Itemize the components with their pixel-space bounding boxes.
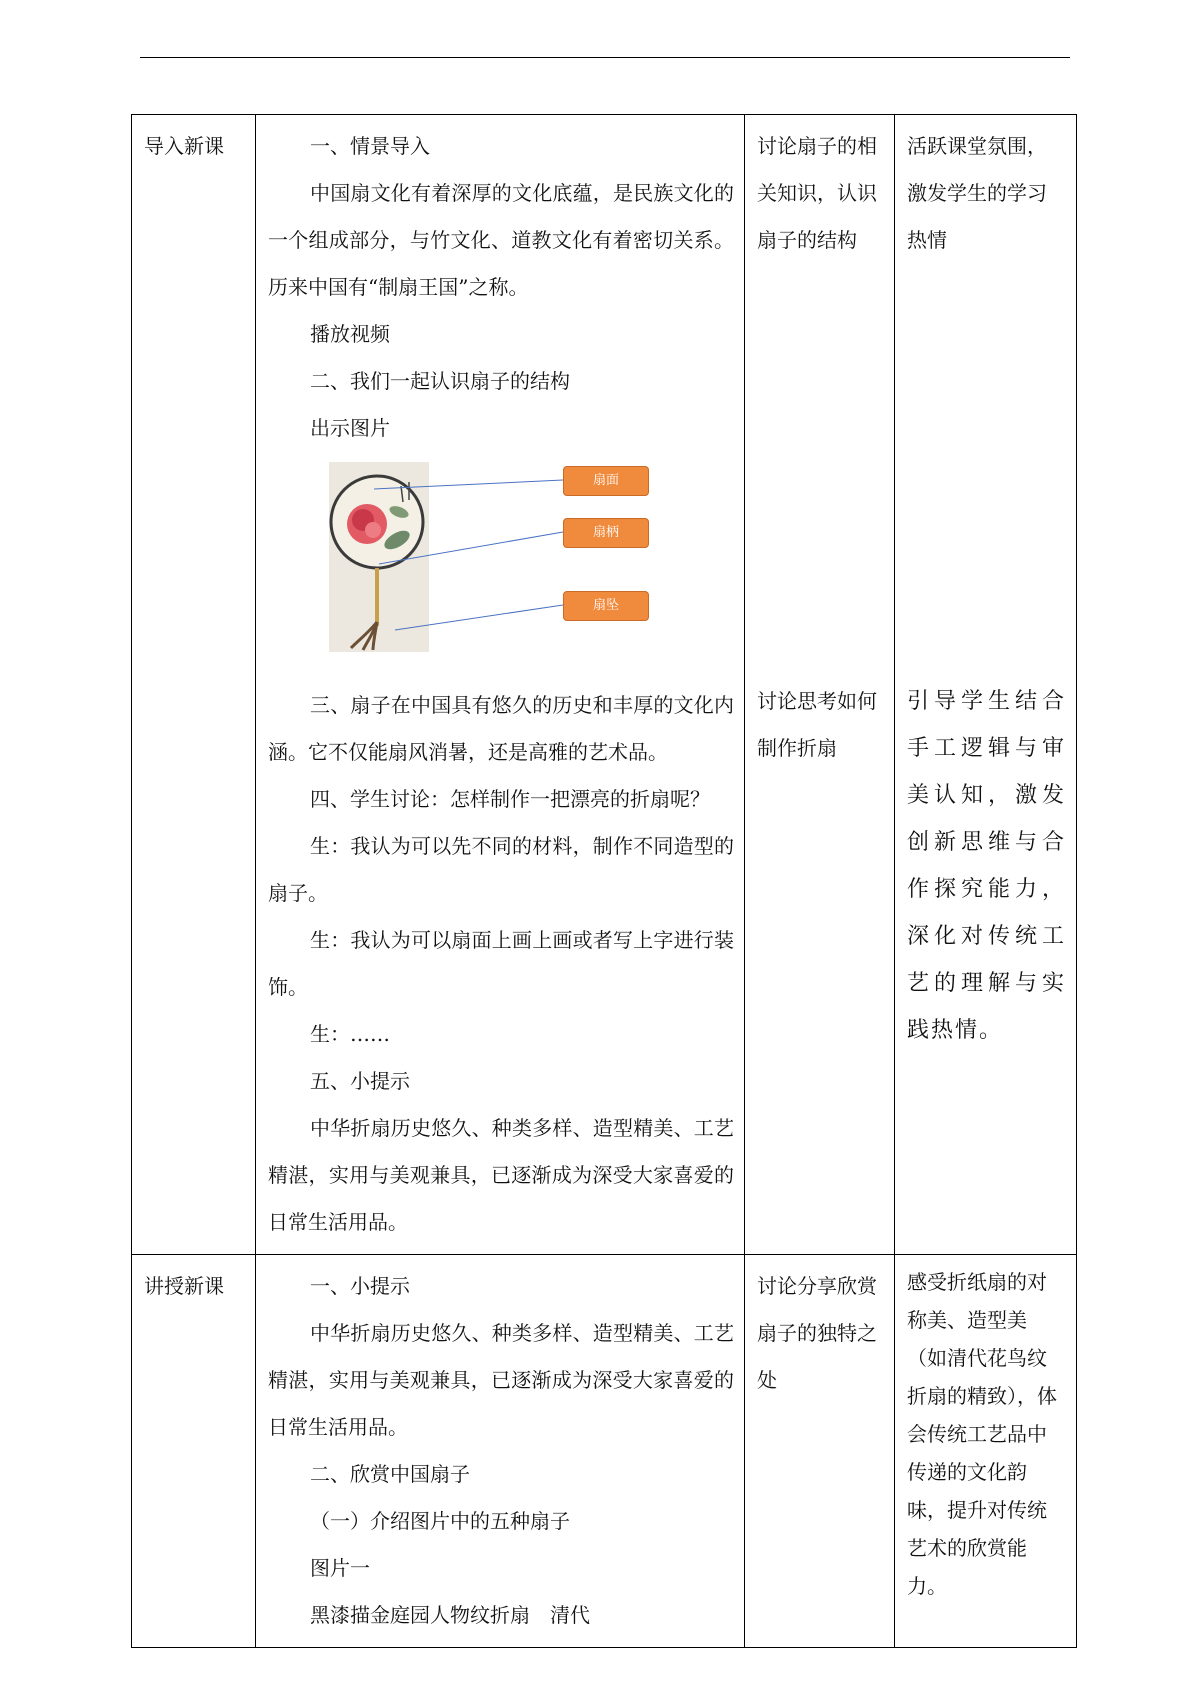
paragraph: 生：我认为可以扇面上画上画或者写上字进行装饰。	[268, 928, 734, 999]
table-row	[132, 115, 1077, 1255]
activity-text: 讨论分享欣赏扇子的独特之处	[757, 1274, 877, 1392]
text-line: 黑漆描金庭园人物纹折扇 清代	[310, 1603, 590, 1627]
content-cell	[256, 1255, 745, 1648]
intent-cell	[895, 1255, 1077, 1648]
section-heading: 二、我们一起认识扇子的结构	[310, 369, 570, 393]
section-heading: 二、欣赏中国扇子	[310, 1462, 470, 1486]
activity-cell	[745, 115, 895, 1255]
stage-cell	[132, 115, 256, 1255]
text-line: 图片一	[310, 1556, 370, 1580]
intent-text: 感受折纸扇的对称美、造型美（如清代花鸟纹折扇的精致），体会传统工艺品中传递的文化韵味，提升对传统艺术的欣赏能力。	[907, 1270, 1057, 1598]
intent-text: 活跃课堂氛围，激发学生的学习热情	[907, 134, 1047, 252]
text-line: 出示图片	[310, 416, 390, 440]
header-rule	[140, 57, 1070, 58]
table-row	[132, 1255, 1077, 1648]
activity-cell	[745, 1255, 895, 1648]
fan-face-label: 扇面	[563, 466, 649, 496]
section-heading: 五、小提示	[310, 1069, 410, 1093]
lesson-plan-table	[131, 114, 1077, 1648]
text-line: 生：……	[310, 1022, 390, 1046]
fan-pendant-label: 扇坠	[563, 591, 649, 621]
fan-handle-label: 扇柄	[563, 518, 649, 548]
fan-structure-figure	[268, 456, 734, 676]
stage-label: 导入新课	[144, 134, 224, 158]
paragraph: 中国扇文化有着深厚的文化底蕴，是民族文化的一个组成部分，与竹文化、道教文化有着密切关系。历来中国有“制扇王国”之称。	[268, 181, 734, 299]
section-heading: 一、情景导入	[310, 134, 430, 158]
paragraph: 中华折扇历史悠久、种类多样、造型精美、工艺精湛，实用与美观兼具，已逐渐成为深受大家喜爱的日常生活用品。	[268, 1321, 734, 1439]
intent-text: 引导学生结合手工逻辑与审美认知，激发创新思维与合作探究能力，深化对传统工艺的理解与实践热情。	[907, 689, 1066, 1043]
paragraph: 生：我认为可以先不同的材料，制作不同造型的扇子。	[268, 834, 734, 905]
stage-label: 讲授新课	[144, 1274, 224, 1298]
paragraph: 三、扇子在中国具有悠久的历史和丰厚的文化内涵。它不仅能扇风消暑，还是高雅的艺术品。	[268, 693, 734, 764]
content-cell	[256, 115, 745, 1255]
section-heading: 一、小提示	[310, 1274, 410, 1298]
activity-text: 讨论思考如何制作折扇	[757, 689, 877, 760]
section-heading: 四、学生讨论：怎样制作一把漂亮的折扇呢？	[310, 787, 710, 811]
section-heading: （一）介绍图片中的五种扇子	[310, 1509, 570, 1533]
stage-cell	[132, 1255, 256, 1648]
text-line: 播放视频	[310, 322, 390, 346]
activity-text: 讨论扇子的相关知识，认识扇子的结构	[757, 134, 877, 252]
paragraph: 中华折扇历史悠久、种类多样、造型精美、工艺精湛，实用与美观兼具，已逐渐成为深受大家喜爱的日常生活用品。	[268, 1116, 734, 1234]
intent-cell	[895, 115, 1077, 1255]
